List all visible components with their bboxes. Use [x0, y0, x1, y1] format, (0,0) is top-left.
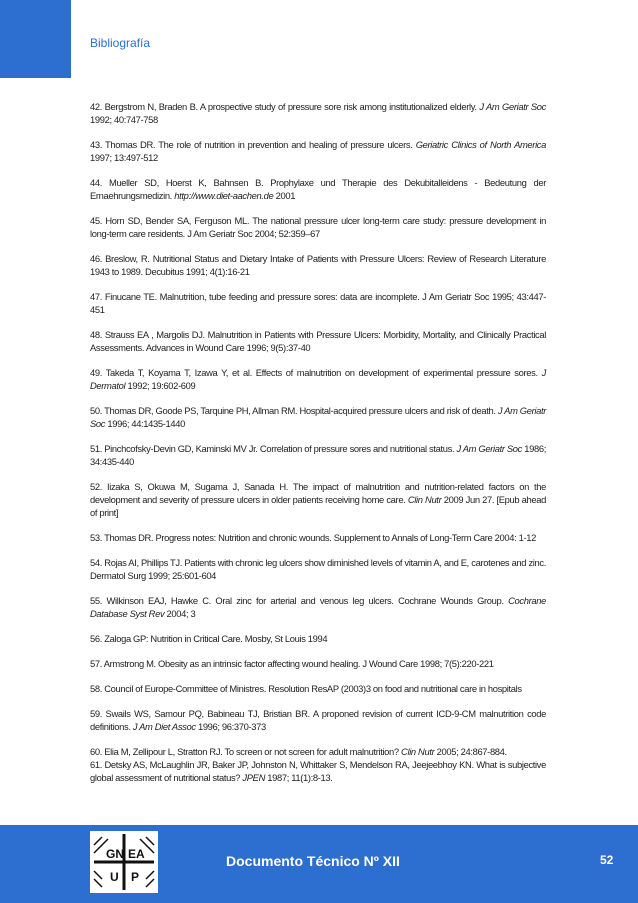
page-number: 52: [600, 853, 614, 867]
reference-item: [90, 657, 546, 670]
reference-item: [90, 176, 546, 202]
gneaupp-logo: [90, 831, 158, 893]
reference-item: [90, 100, 546, 126]
reference-item: [90, 290, 546, 316]
reference-text: 2004; 3: [164, 608, 196, 619]
reference-journal: Geriatric Clinics of North America: [415, 139, 546, 150]
reference-text: 51. Pinchcofsky-Devin GD, Kaminski MV Jr. Correlation of pressure sores and nutritional status.: [90, 443, 457, 454]
section-title: Bibliografía: [90, 36, 151, 50]
reference-journal: J Am Diet Assoc: [132, 721, 196, 732]
reference-text: 52. Iizaka S, Okuwa M, Sugama J, Sanada H. The impact of malnutrition and nutrition-related factors on the development and severity of pressure ulcers in older patients receiving home care.: [90, 481, 546, 505]
reference-journal: JPEN: [242, 772, 265, 783]
reference-journal: Clin Nutr: [407, 494, 442, 505]
reference-text: 1997; 13:497-512: [90, 152, 158, 163]
reference-journal: J Dermatol: [90, 367, 546, 391]
reference-item: [90, 366, 546, 392]
reference-journal: Clin Nutr: [401, 746, 435, 757]
reference-text: 1996; 44:1435-1440: [105, 418, 185, 429]
reference-text: 1992; 19:602-609: [125, 380, 196, 391]
reference-text: 44. Mueller SD, Hoerst K, Bahnsen B. Prophylaxe und Therapie des Dekubitalleidens - Bedeutung der Ernaehrungsmedizin.: [90, 177, 546, 201]
reference-text: 47. Finucane TE. Malnutrition, tube feeding and pressure sores: data are incomplete. J Am Geriatr Soc 1995; 43:447-451: [90, 291, 546, 315]
reference-item: [90, 480, 546, 519]
reference-text: 58. Council of Europe-Committee of Ministres. Resolution ResAP (2003)3 on food and nutritional care in hospitals: [90, 683, 522, 694]
reference-list: [90, 100, 546, 796]
reference-text: 48. Strauss EA , Margolis DJ. Malnutrition in Patients with Pressure Ulcers: Morbidity, Mortality, and Clinically Practical Assessments. Advances in Wound Care 1996; 9(5):37-40: [90, 329, 546, 353]
footer-bar: [0, 825, 638, 903]
reference-item: [90, 442, 546, 468]
reference-item: [90, 594, 546, 620]
reference-text: 2001: [273, 190, 296, 201]
logo-text-bottom-right: P: [131, 870, 140, 884]
reference-text: 1996; 96:370-373: [195, 721, 266, 732]
reference-journal: J Am Geriatr Soc: [456, 443, 523, 454]
reference-item: [90, 252, 546, 278]
logo-text-top-right: EA: [128, 847, 145, 861]
reference-text: 59. Swails WS, Samour PQ, Babineau TJ, Bristian BR. A proponed revision of current ICD-9-CM malnutrition code definitions.: [90, 708, 546, 732]
reference-text: 57. Armstrong M. Obesity as an intrinsic factor affecting wound healing. J Wound Care 1998; 7(5):220-221: [90, 658, 494, 669]
reference-text: 46. Breslow, R. Nutritional Status and Dietary Intake of Patients with Pressure Ulcers: Review of Research Literature 1943 to 1989. Decubitus 1991; 4(1):16-21: [90, 253, 546, 277]
reference-item: [90, 707, 546, 733]
reference-item: [90, 404, 546, 430]
gneaupp-logo-graphic: [90, 831, 158, 893]
reference-item: [90, 328, 546, 354]
reference-text: 60. Elia M, Zellipour L, Stratton RJ. To screen or not screen for adult malnutrition?: [90, 746, 402, 757]
reference-text: 56. Zaloga GP: Nutrition in Critical Care. Mosby, St Louis 1994: [90, 633, 328, 644]
reference-text: 43. Thomas DR. The role of nutrition in prevention and healing of pressure ulcers.: [90, 139, 416, 150]
reference-text: 42. Bergstrom N, Braden B. A prospective study of pressure sore risk among institutionalized elderly.: [90, 101, 480, 112]
reference-text: 2009 Jun 27. [Epub ahead of print]: [90, 494, 546, 518]
logo-text-top-left: GN: [106, 847, 124, 861]
reference-journal: J Am Geriatr Soc: [479, 101, 546, 112]
document-title: Documento Técnico Nº XII: [226, 853, 400, 869]
reference-text: 2005; 24:867-884.: [434, 746, 507, 757]
reference-text: 53. Thomas DR. Progress notes: Nutrition and chronic wounds. Supplement to Annals of Long-Term Care 2004: 1-12: [90, 532, 536, 543]
reference-item: [90, 745, 546, 758]
reference-text: 61. Detsky AS, McLaughlin JR, Baker JP, Johnston N, Whittaker S, Mendelson RA, Jeejeebhoy KN. What is subjective global assessment of nutritional status?: [90, 759, 546, 783]
reference-journal: Cochrane Database Syst Rev: [90, 595, 546, 619]
reference-item: [90, 556, 546, 582]
reference-item: [90, 531, 546, 544]
reference-journal: J Am Geriatr Soc: [90, 405, 547, 429]
reference-text: 49. Takeda T, Koyama T, Izawa Y, et al. Effects of malnutrition on development of experimental pressure sores.: [90, 367, 542, 378]
reference-text: 50. Thomas DR, Goode PS, Tarquine PH, Allman RM. Hospital-acquired pressure ulcers and risk of death.: [90, 405, 498, 416]
reference-journal: http://www.diet-aachen.de: [174, 190, 274, 201]
reference-text: 55. Wilkinson EAJ, Hawke C. Oral zinc for arterial and venous leg ulcers. Cochrane Wounds Group.: [90, 595, 509, 606]
logo-text-bottom-left: U: [110, 870, 119, 884]
reference-text: 1986; 34:435-440: [90, 443, 547, 467]
reference-item: [90, 632, 546, 645]
reference-item: [90, 682, 546, 695]
reference-text: 1992; 40:747-758: [90, 114, 158, 125]
reference-item: [90, 214, 546, 240]
reference-item: [90, 138, 546, 164]
reference-text: 45. Horn SD, Bender SA, Ferguson ML. The national pressure ulcer long-term care study: pressure development in long-term care residents. J Am Geriatr Soc 2004; 52:359–67: [90, 215, 546, 239]
reference-text: 54. Rojas AI, Phillips TJ. Patients with chronic leg ulcers show diminished levels of vitamin A, and E, carotenes and zinc. Dermatol Surg 1999; 25:601-604: [90, 557, 546, 581]
reference-item: [90, 758, 546, 784]
reference-text: 1987; 11(1):8-13.: [265, 772, 333, 783]
header-corner-block: [0, 0, 71, 78]
